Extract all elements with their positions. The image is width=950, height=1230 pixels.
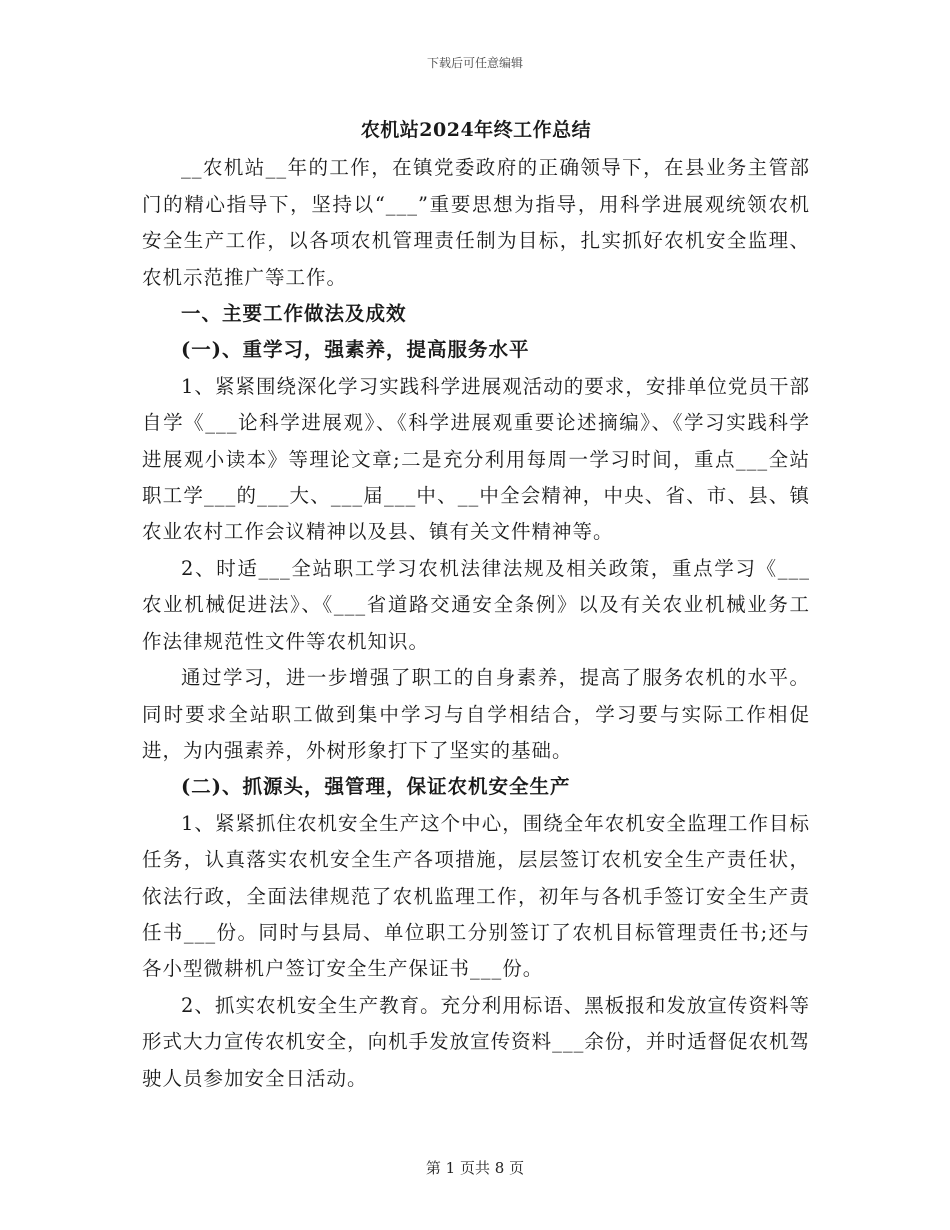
section-heading: 一、主要工作做法及成效 — [181, 302, 407, 326]
subsection-heading: (二)、抓源头，强管理，保证农机安全生产 — [181, 775, 571, 799]
subsection-heading: (一)、重学习，强素养，提高服务水平 — [181, 338, 530, 362]
body-paragraph: 2、时适___全站职工学习农机法律法规及相关政策，重点学习《___农业机械促进法》、《___省道路交通安全条例》以及有关农业机械业务工作法律规范性文件等农机知识。 — [142, 556, 810, 653]
body-paragraph: 1、紧紧抓住农机安全生产这个中心，围绕全年农机安全监理工作目标任务，认真落实农机安全生产各项措施，层层签订农机安全生产责任状，依法行政，全面法律规范了农机监理工作，初年与各机手签订安全生产责任书___份。同时与县局、单位职工分别签订了农机目标管理责任书;还与各小型微耕机户签订安全生产保证书___份。 — [142, 811, 810, 981]
document-title: 农机站2024年终工作总结 — [360, 119, 592, 141]
body-paragraph: 2、抓实农机安全生产教育。充分利用标语、黑板报和发放宣传资料等形式大力宣传农机安全，向机手发放宣传资料___余份，并时适督促农机驾驶人员参加安全日活动。 — [142, 993, 810, 1090]
page-number: 第 1 页共 8 页 — [425, 1159, 525, 1177]
document-body — [142, 112, 810, 1097]
intro-paragraph: __农机站__年的工作，在镇党委政府的正确领导下，在县业务主管部门的精心指导下，坚持以“___”重要思想为指导，用科学进展观统领农机安全生产工作，以各项农机管理责任制为目标，扎实抓好农机安全监理、农机示范推广等工作。 — [142, 156, 810, 289]
body-paragraph: 1、紧紧围绕深化学习实践科学进展观活动的要求，安排单位党员干部自学《___论科学进展观》、《科学进展观重要论述摘编》、《学习实践科学进展观小读本》等理论文章;二是充分利用每周一学习时间，重点___全站职工学___的___大、___届___中、__中全会精神，中央、省、市、县、镇农业农村工作会议精神以及县、镇有关文件精神等。 — [142, 374, 810, 544]
body-paragraph: 通过学习，进一步增强了职工的自身素养，提高了服务农机的水平。同时要求全站职工做到集中学习与自学相结合，学习要与实际工作相促进，为内强素养，外树形象打下了坚实的基础。 — [142, 666, 810, 762]
page-header-note: 下载后可任意编辑 — [426, 56, 523, 70]
